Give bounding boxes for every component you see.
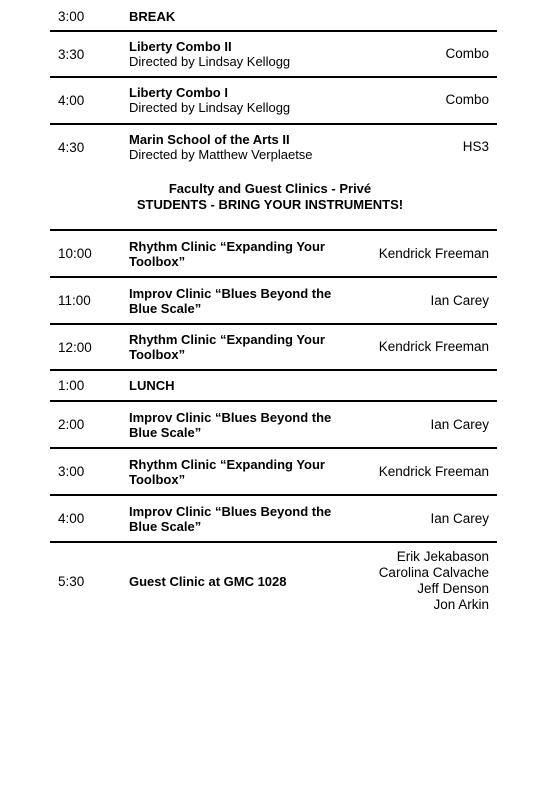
row-presenter: Ian Carey — [430, 416, 489, 432]
row-time: 12:00 — [58, 339, 92, 355]
row-time: 3:30 — [58, 46, 85, 62]
row-time: 3:00 — [58, 8, 85, 24]
row-time: 4:30 — [58, 139, 85, 155]
row-presenter: Ian Carey — [430, 292, 489, 308]
table-row — [50, 278, 497, 323]
table-row — [50, 545, 497, 617]
row-title: Marin School of the Arts II — [129, 132, 290, 147]
row-title: Improv Clinic “Blues Beyond the Blue Scale” — [129, 503, 332, 534]
row-time: 11:00 — [58, 293, 91, 308]
row-title: LUNCH — [129, 377, 175, 393]
row-subtitle: Directed by Lindsay Kellogg — [129, 100, 291, 115]
row-title: Improv Clinic “Blues Beyond the Blue Scale” — [129, 409, 332, 440]
table-row — [50, 125, 497, 169]
row-title-block — [129, 39, 354, 69]
table-row — [50, 32, 497, 76]
row-presenters: Erik Jekabason Carolina Calvache Jeff Denson Jon Arkin — [378, 549, 489, 612]
row-presenter: Ian Carey — [430, 510, 489, 526]
table-row — [50, 371, 497, 399]
table-row — [50, 496, 497, 541]
row-location: Combo — [445, 46, 489, 61]
row-time: 5:30 — [58, 573, 85, 589]
table-row — [50, 78, 497, 122]
row-time: 4:00 — [58, 92, 85, 108]
section-heading-line2: STUDENTS - BRING YOUR INSTRUMENTS! — [136, 197, 404, 212]
row-title-block — [129, 85, 354, 115]
row-time: 3:00 — [58, 464, 85, 479]
row-title: BREAK — [129, 8, 176, 24]
row-title: Liberty Combo II — [129, 39, 232, 54]
row-presenter: Kendrick Freeman — [378, 339, 489, 354]
row-time: 2:00 — [58, 417, 85, 432]
table-row — [50, 4, 497, 28]
table-row — [50, 449, 497, 494]
table-row — [50, 231, 497, 276]
row-title-block — [129, 132, 389, 162]
row-title: Liberty Combo I — [129, 85, 228, 100]
row-presenter: Kendrick Freeman — [378, 245, 489, 261]
row-time: 10:00 — [58, 246, 92, 261]
row-title: Rhythm Clinic “Expanding Your Toolbox” — [129, 238, 325, 269]
row-subtitle: Directed by Lindsay Kellogg — [129, 54, 291, 69]
row-title: Improv Clinic “Blues Beyond the Blue Scale” — [129, 285, 332, 316]
section-heading-line1: Faculty and Guest Clinics - Privé — [168, 181, 372, 196]
row-time: 4:00 — [58, 511, 85, 526]
row-title: Rhythm Clinic “Expanding Your Toolbox” — [129, 332, 325, 362]
table-row — [50, 402, 497, 447]
row-title: Guest Clinic at GMC 1028 — [129, 573, 287, 589]
row-title: Rhythm Clinic “Expanding Your Toolbox” — [129, 456, 325, 487]
table-row — [50, 325, 497, 369]
row-subtitle: Directed by Matthew Verplaetse — [129, 147, 313, 162]
row-location: Combo — [445, 92, 489, 107]
section-heading — [0, 181, 540, 213]
row-presenter: Kendrick Freeman — [378, 463, 489, 479]
row-divider — [50, 541, 497, 543]
row-time: 1:00 — [58, 377, 85, 393]
row-location: HS3 — [462, 139, 489, 154]
